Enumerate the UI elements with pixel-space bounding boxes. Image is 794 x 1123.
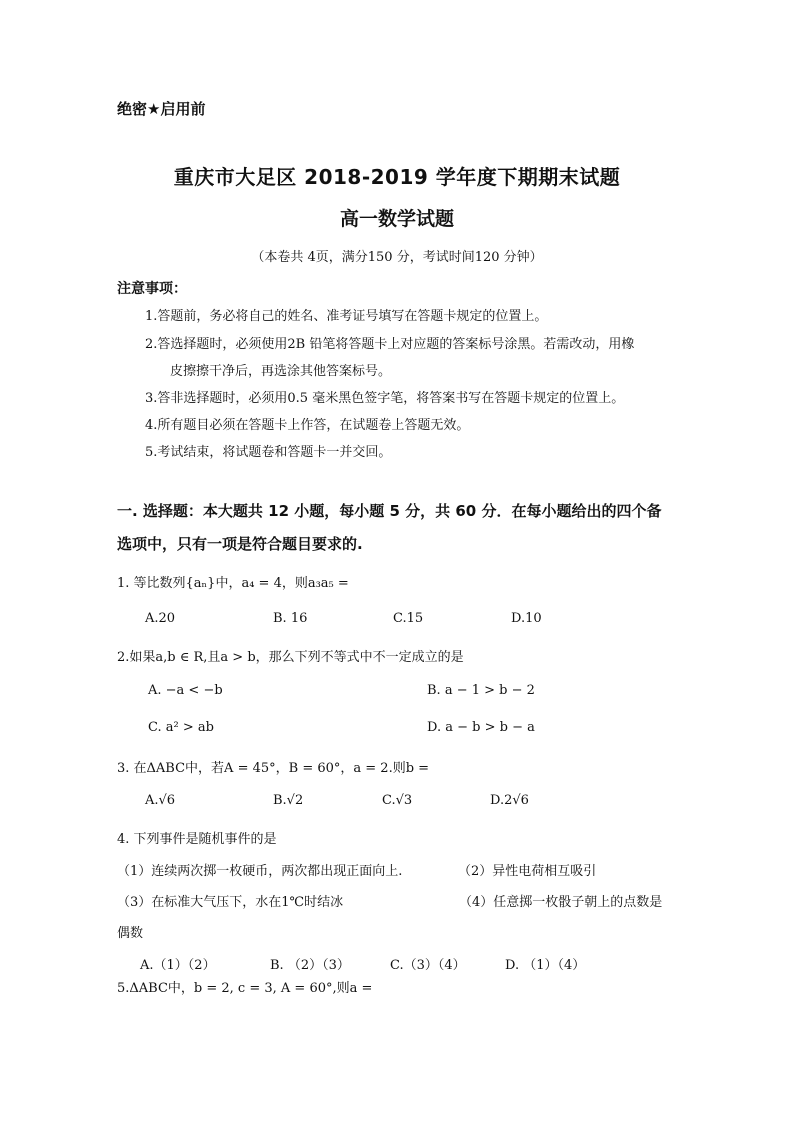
confidential-label: 绝密★启用前 [117,100,206,118]
note-item: 1.答题前，务必将自己的姓名、准考证号填写在答题卡规定的位置上。 [145,309,548,324]
exam-subtitle: 高一数学试题 [339,208,454,230]
q1-option-b: B. 16 [273,611,308,626]
exam-title: 重庆市大足区 2018-2019 学年度下期期末试题 [173,165,621,189]
q4-option-d: D. （1）（4） [505,958,586,973]
q4-event-4-cont: 偶数 [117,926,144,941]
q3-option-d: D.2√6 [490,793,529,808]
q2-option-c: C. a² > ab [148,720,214,735]
note-item: 皮擦擦干净后，再选涂其他答案标号。 [170,364,392,379]
question-4: 4. 下列事件是随机事件的是 [117,832,277,847]
q2-option-d: D. a − b > b − a [427,720,535,735]
q4-event-4: （4）任意掷一枚骰子朝上的点数是 [459,895,663,910]
q2-option-a: A. −a < −b [148,683,223,698]
notes-heading: 注意事项： [117,281,187,297]
exam-info: （本卷共 4页，满分150 分，考试时间120 分钟） [251,250,543,265]
note-item: 5.考试结束，将试题卷和答题卡一并交回。 [145,445,392,460]
note-item: 3.答非选择题时，必须用0.5 毫米黑色签字笔，将答案书写在答题卡规定的位置上。 [145,391,625,406]
question-3: 3. 在ΔABC中，若A = 45°，B = 60°，a = 2.则b = [117,761,430,776]
q4-option-a: A.（1）（2） [140,958,216,973]
q3-option-b: B.√2 [273,793,304,808]
q4-event-3: （3）在标准大气压下，水在1℃时结冰 [117,895,344,910]
q4-event-2: （2）异性电荷相互吸引 [458,864,597,879]
question-2: 2.如果a,b ∈ R,且a > b，那么下列不等式中不一定成立的是 [117,650,464,665]
section-heading-cont: 选项中，只有一项是符合题目要求的. [117,535,363,553]
q1-option-a: A.20 [145,611,176,626]
q3-option-c: C.√3 [382,793,413,808]
q3-option-a: A.√6 [145,793,176,808]
q1-option-c: C.15 [393,611,424,626]
q1-option-d: D.10 [511,611,542,626]
q4-option-c: C.（3）（4） [390,958,466,973]
q2-option-b: B. a − 1 > b − 2 [427,683,535,698]
q4-option-b: B. （2）（3） [270,958,350,973]
note-item: 2.答选择题时，必须使用2B 铅笔将答题卡上对应题的答案标号涂黑。若需改动，用橡 [145,337,635,352]
section-heading: 一. 选择题：本大题共 12 小题，每小题 5 分，共 60 分．在每小题给出的四个备 [117,502,662,520]
q4-event-1: （1）连续两次掷一枚硬币，两次都出现正面向上. [117,864,403,879]
question-5: 5.ΔABC中，b = 2, c = 3, A = 60°,则a = [117,981,373,996]
question-1: 1. 等比数列{aₙ}中，a₄ = 4，则a₃a₅ = [117,576,349,591]
note-item: 4.所有题目必须在答题卡上作答，在试题卷上答题无效。 [145,418,470,433]
